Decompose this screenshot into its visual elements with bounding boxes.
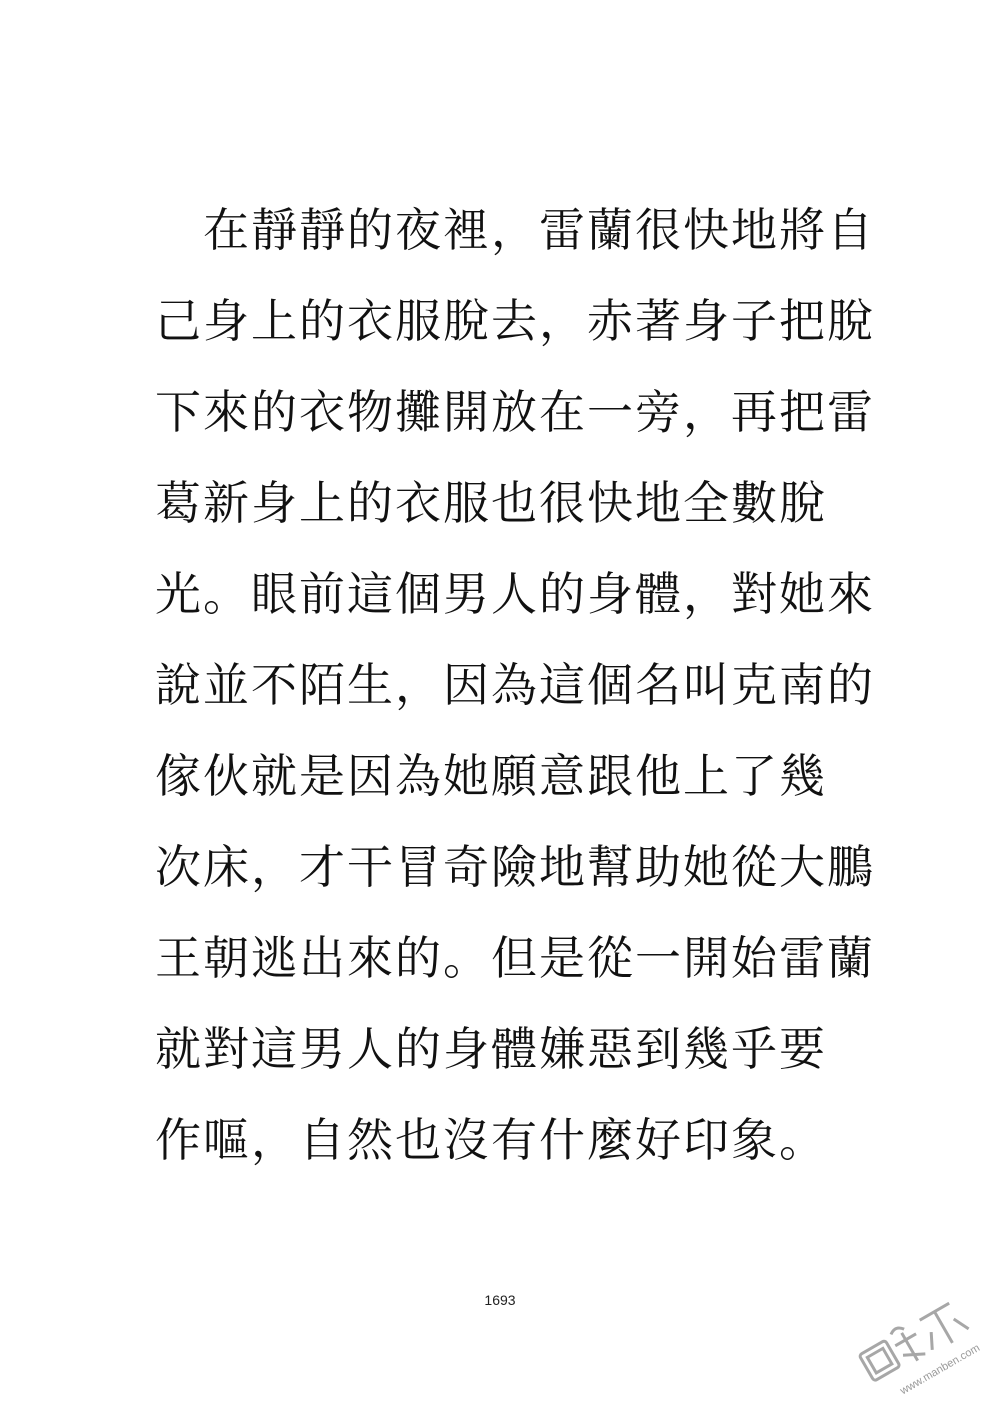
paragraph-line-10: 就對這男人的身體嫌惡到幾乎要	[155, 1022, 827, 1076]
paragraph-line-11: 作嘔，自然也沒有什麼好印象。	[155, 1113, 827, 1167]
paragraph-line-6: 說並不陌生，因為這個名叫克南的	[155, 658, 875, 712]
watermark-url: www.manben.com	[898, 1341, 983, 1398]
manben-logo-icon	[840, 1286, 990, 1406]
paragraph-line-2: 己身上的衣服脫去，赤著身子把脫	[155, 294, 875, 348]
body-paragraph	[155, 198, 875, 1199]
paragraph-line-4: 葛新身上的衣服也很快地全數脫	[155, 476, 827, 530]
paragraph-line-1: 在靜靜的夜裡，雷蘭很快地將自	[155, 203, 875, 257]
paragraph-line-9: 王朝逃出來的。但是從一開始雷蘭	[155, 931, 875, 985]
paragraph-line-5: 光。眼前這個男人的身體，對她來	[155, 567, 875, 621]
paragraph-line-3: 下來的衣物攤開放在一旁，再把雷	[155, 385, 875, 439]
paragraph-line-8: 次床，才干冒奇險地幫助她從大鵬	[155, 840, 875, 894]
paragraph-line-7: 傢伙就是因為她願意跟他上了幾	[155, 749, 827, 803]
page-number: 1693	[484, 1292, 516, 1308]
watermark-logo	[840, 1286, 990, 1406]
